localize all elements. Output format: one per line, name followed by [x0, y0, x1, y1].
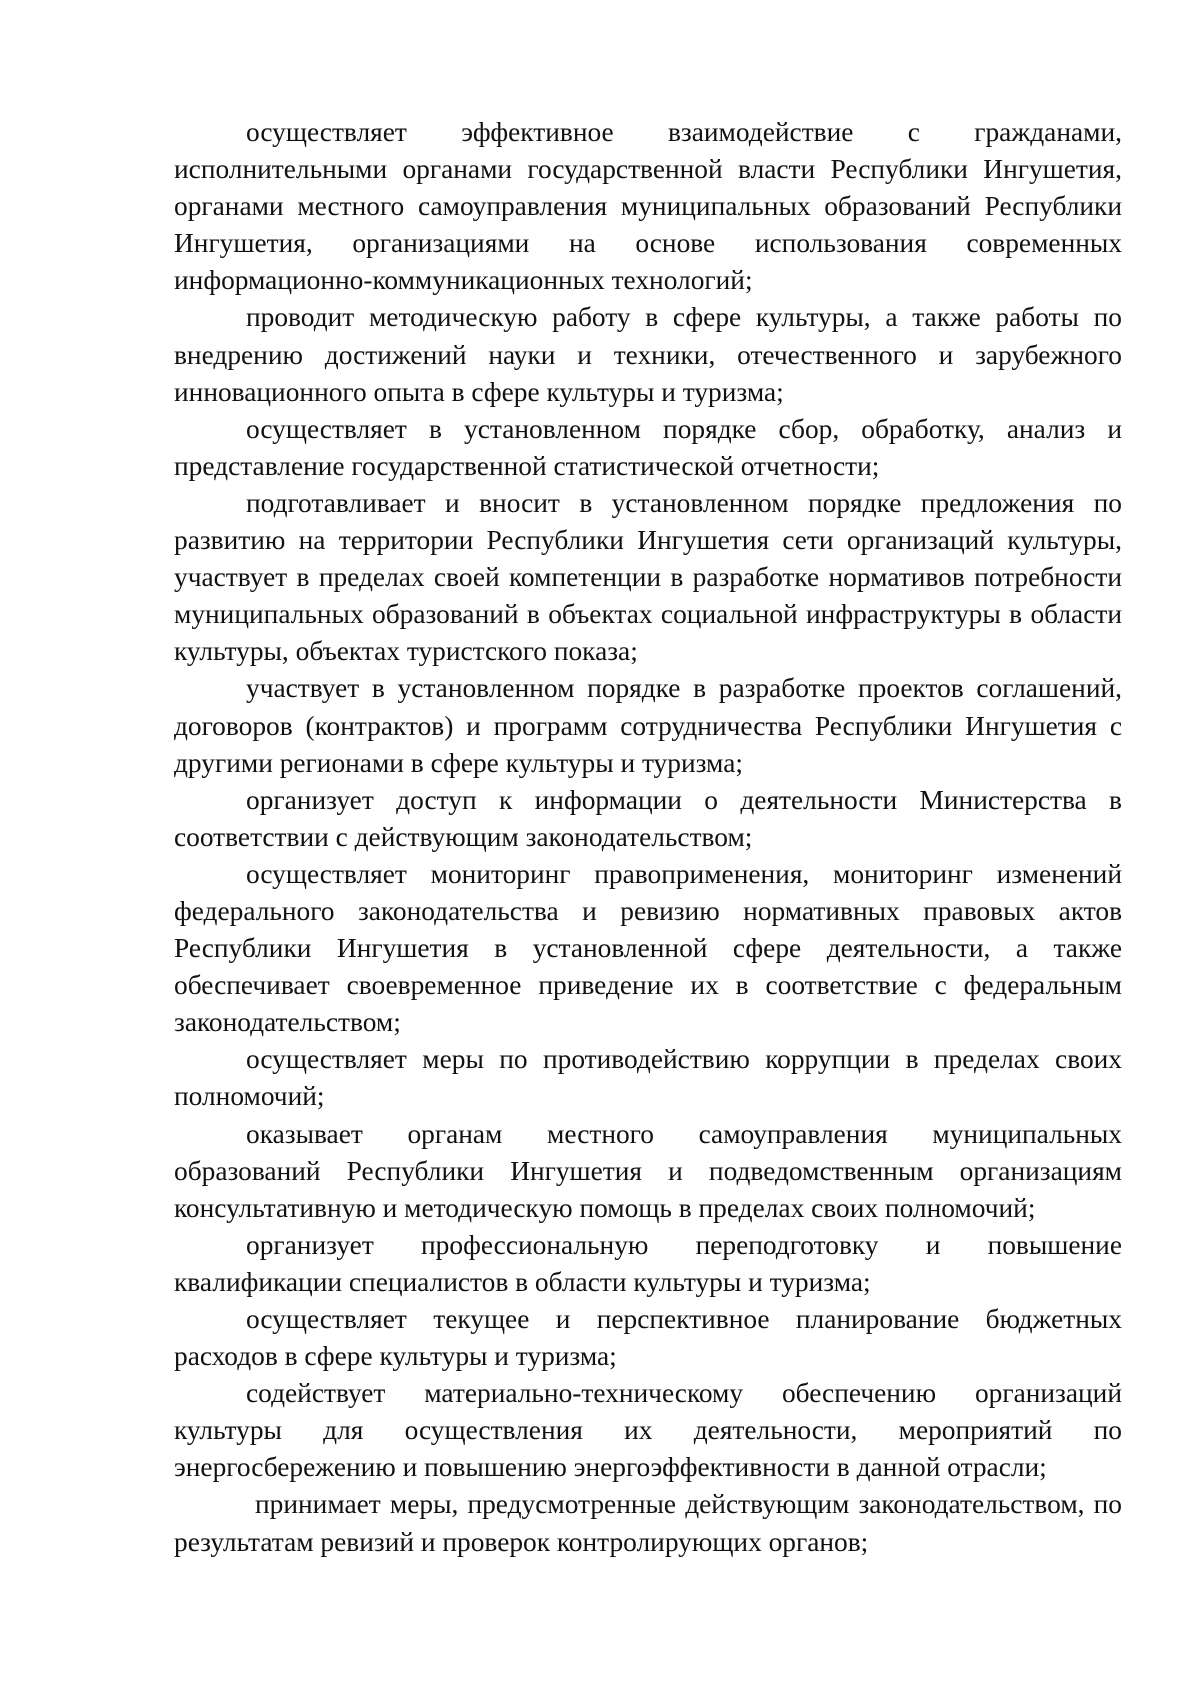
paragraph-monitoring: осуществляет мониторинг правоприменения, мониторинг изменений федерального законодательства и ревизию нормативных правовых актов Республики Ингушетия в установленной сфере деятельности, а также обеспечивает своевременное приведение их в соответствие с федеральным законодательством;: [174, 858, 1122, 1038]
paragraph-training: организует профессиональную переподготовку и повышение квалификации специалистов в области культуры и туризма;: [174, 1229, 1122, 1297]
paragraph-budget-planning: осуществляет текущее и перспективное планирование бюджетных расходов в сфере культуры и туризма;: [174, 1304, 1122, 1372]
paragraph-interaction: осуществляет эффективное взаимодействие с гражданами, исполнительными органами государственной власти Республики Ингушетия, органами местного самоуправления муниципальных образований Республики Ингушетия, организациями на основе использования современных информационно-коммуникационных технологий;: [174, 117, 1122, 296]
paragraph-network-development: подготавливает и вносит в установленном порядке предложения по развитию на территории Республики Ингушетия сети организаций культуры, участвует в пределах своей компетенции в разработке нормативов потребности муниципальных образований в объектах социальной инфраструктуры в области культуры, объектах туристского показа;: [174, 487, 1122, 667]
paragraph-anti-corruption: осуществляет меры по противодействию коррупции в пределах своих полномочий;: [174, 1044, 1122, 1112]
paragraph-methodical-work: проводит методическую работу в сфере культуры, а также работы по внедрению достижений науки и техники, отечественного и зарубежного инновационного опыта в сфере культуры и туризма;: [174, 302, 1122, 407]
paragraph-information-access: организует доступ к информации о деятельности Министерства в соответствии с действующим законодательством;: [174, 784, 1122, 852]
paragraph-agreements: участвует в установленном порядке в разработке проектов соглашений, договоров (контрактов) и программ сотрудничества Республики Ингушетия с другими регионами в сфере культуры и туризма;: [174, 673, 1122, 778]
paragraph-audit-measures: принимает меры, предусмотренные действующим законодательством, по результатам ревизий и проверок контролирующих органов;: [174, 1489, 1122, 1557]
paragraph-assistance: оказывает органам местного самоуправления муниципальных образований Республики Ингушетия и подведомственным организациям консультативную и методическую помощь в пределах своих полномочий;: [174, 1118, 1122, 1223]
paragraph-material-support: содействует материально-техническому обеспечению организаций культуры для осуществления их деятельности, мероприятий по энергосбережению и повышению энергоэффективности в данной отрасли;: [174, 1378, 1122, 1483]
paragraph-statistics: осуществляет в установленном порядке сбор, обработку, анализ и представление государственной статистической отчетности;: [174, 413, 1122, 481]
document-page: [174, 114, 1122, 1561]
